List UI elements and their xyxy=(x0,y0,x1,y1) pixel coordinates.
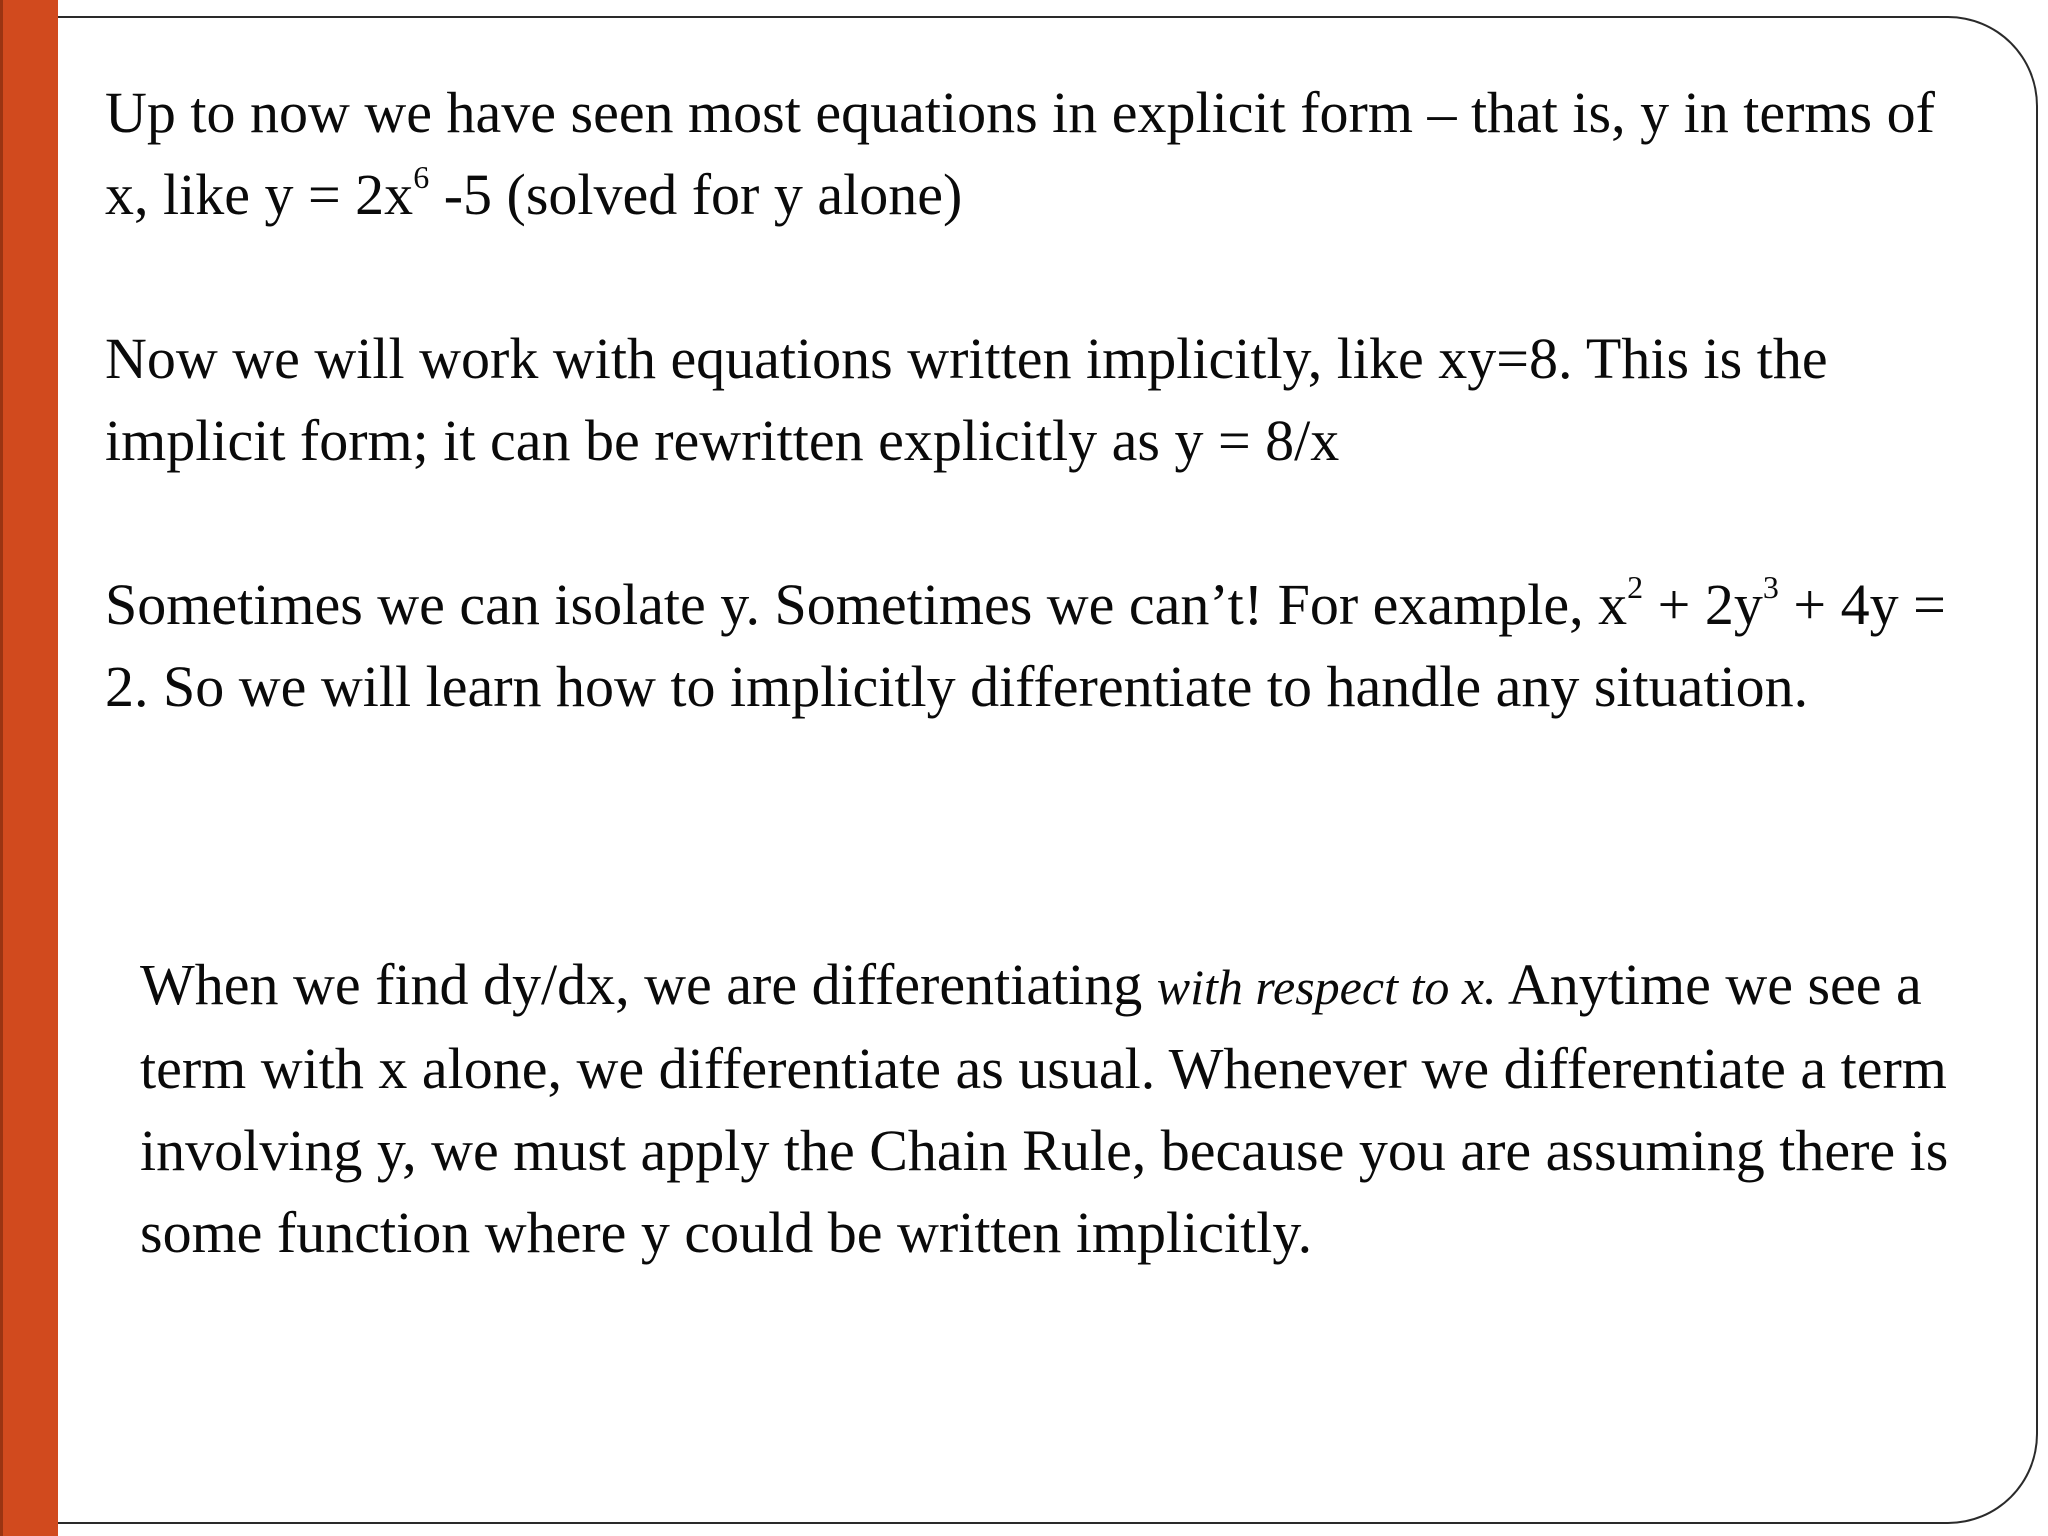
slide-frame xyxy=(58,16,2038,1524)
para3-text-c: + 4y = 2. So we will learn how to implicitly differentiate to handle any situation. xyxy=(105,572,1946,719)
para1-text-b: -5 (solved for y alone) xyxy=(429,162,963,227)
para4-emphasis: with respect to x. xyxy=(1156,959,1497,1015)
para1-superscript: 6 xyxy=(413,158,430,195)
para3-superscript-1: 2 xyxy=(1627,568,1644,605)
paragraph-implicit-form xyxy=(105,318,1985,482)
para4-text-a: When we find dy/dx, we are differentiating xyxy=(140,952,1157,1017)
para3-text-a: Sometimes we can isolate y. Sometimes we can’t! For example, x xyxy=(105,572,1628,637)
para4-text-b: Anytime we see a term with x alone, we differentiate as usual. Whenever we differentiate a term involving y, we must apply the Chain Rule, because you are assuming there is some function where y could be written implicitly. xyxy=(140,952,1949,1265)
paragraph-isolate-y xyxy=(105,564,1985,728)
para3-superscript-2: 3 xyxy=(1762,568,1779,605)
accent-bar xyxy=(0,0,58,1536)
paragraph-explicit-form xyxy=(105,72,1985,236)
para1-text-a: Up to now we have seen most equations in explicit form – that is, y in terms of x, like y = 2x xyxy=(105,80,1935,227)
para3-text-b: + 2y xyxy=(1643,572,1763,637)
paragraph-chain-rule xyxy=(140,944,1990,1274)
para2-text: Now we will work with equations written implicitly, like xy=8. This is the implicit form; it can be rewritten explicitly as y = 8/x xyxy=(105,326,1828,473)
